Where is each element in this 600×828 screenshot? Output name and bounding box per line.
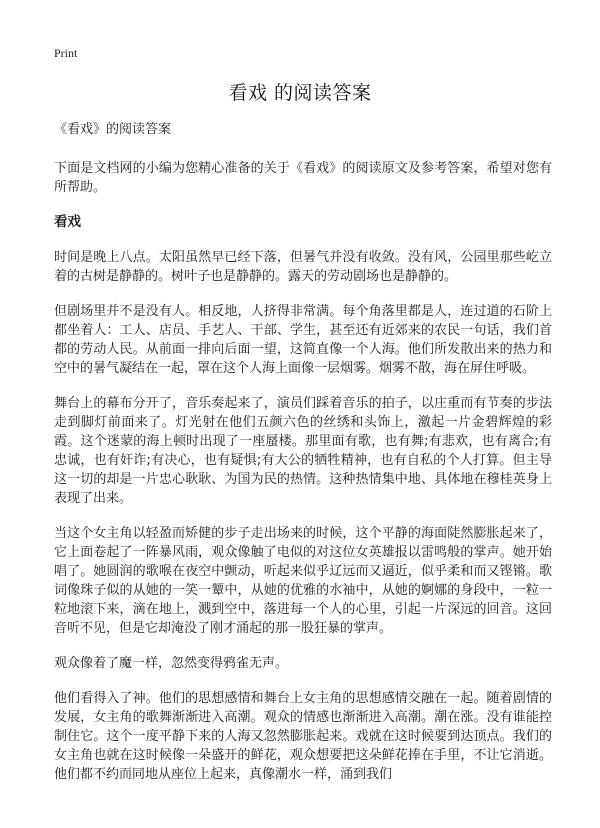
article-subtitle: 《看戏》的阅读答案: [54, 122, 172, 137]
article-body: [54, 120, 552, 800]
print-link[interactable]: Print: [54, 46, 78, 60]
paragraph-4: 当这个女主角以轻盈而矫健的步子走出场来的时候，这个平静的海面陡然膨胀起来了，它上面卷起了一阵暴风雨，观众像触了电似的对这位女英雄报以雷鸣般的掌声。她开始唱了。她圆润的歌喉在夜空中颤动，听起来似乎辽远而又逼近，似乎柔和而又铿锵。歌词像珠子似的从她的一笑一颦中，从她的优雅的水袖中，从她的婀娜的身段中，一粒一粒地滚下来，滴在地上，溅到空中，落进每一个人的心里，引起一片深远的回音。这回音听不见，但是它却淹没了刚才涌起的那一股狂暴的掌声。: [54, 526, 552, 636]
paragraph-3: 舞台上的幕布分开了，音乐奏起来了，演员们踩着音乐的拍子，以庄重而有节奏的步法走到脚灯前面来了。灯光射在他们五颜六色的丝绣和头饰上，激起一片金碧辉煌的彩霞。这个迷蒙的海上顿时出现了一座蜃楼。那里面有歌，也有舞;有悲欢，也有离合;有忠诚，也有奸诈;有决心，也有疑惧;有大公的牺牲精神，也有自私的个人打算。但主导这一切的却是一片忠心耿耿、为国为民的热情。这种热情集中地、具体地在穆桂英身上表现了出来。: [54, 396, 552, 506]
page-title: 看戏 的阅读答案: [228, 82, 372, 104]
paragraph-2: 但剧场里并不是没有人。相反地，人挤得非常满。每个角落里都是人，连过道的石阶上都坐着人：工人、店员、手艺人、干部、学生，甚至还有近郊来的农民一句话，我们首都的劳动人民。从前面一排向后面一望，这简直像一个人海。他们所发散出来的热力和空中的暑气凝结在一起，罩在这个人海上面像一层烟雾。烟雾不散，海在屏住呼吸。: [54, 304, 552, 376]
paragraph-6: 他们看得入了神。他们的思想感情和舞台上女主角的思想感情交融在一起。随着剧情的发展，女主角的歌舞渐渐进入高潮。观众的情感也渐渐进入高潮。潮在涨。没有谁能控制住它。这个一度平静下来的人海又忽然膨胀起来。戏就在这时候要到达顶点。我们的女主角也就在这时候像一朵盛开的鲜花，观众想要把这朵鲜花捧在手里，不让它消逝。他们都不约而同地从座位上起来，真像潮水一样，涌到我们: [54, 691, 552, 782]
article-intro: 下面是文档网的小编为您精心准备的关于《看戏》的阅读原文及参考答案，希望对您有所帮助。: [54, 161, 552, 195]
paragraph-1: 时间是晚上八点。太阳虽然早已经下落，但暑气并没有收敛。没有风，公园里那些屹立着的古树是静静的。树叶子也是静静的。露天的劳动剧场也是静静的。: [54, 250, 552, 284]
section-title: 看戏: [54, 214, 81, 230]
paragraph-5: 观众像着了魔一样，忽然变得鸦雀无声。: [54, 656, 289, 671]
